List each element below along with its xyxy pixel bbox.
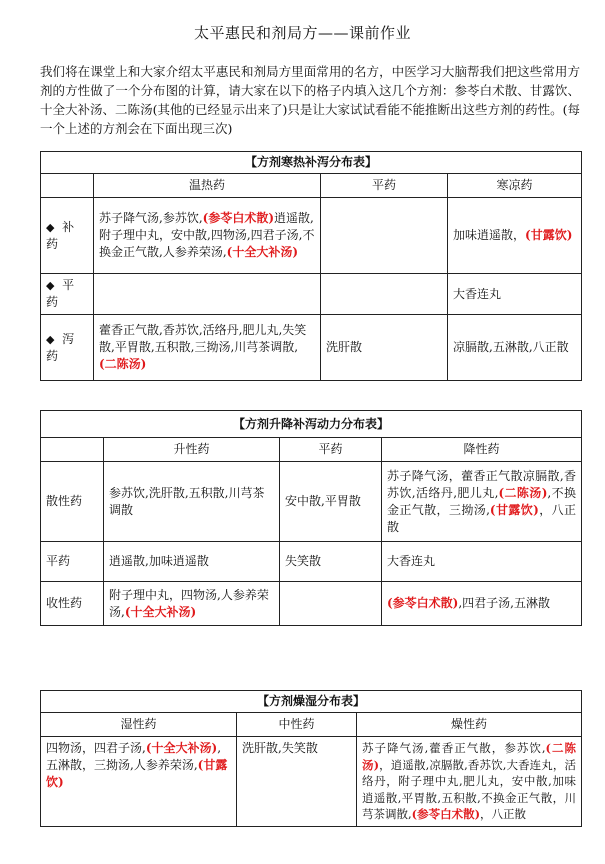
row-label bbox=[41, 274, 94, 315]
table-caption: 【方剂寒热补泻分布表】 bbox=[41, 152, 582, 174]
row-label bbox=[41, 198, 94, 274]
column-header: 温热药 bbox=[94, 174, 321, 198]
diamond-icon: ◆ bbox=[46, 279, 55, 292]
row-label-text: 药 bbox=[46, 295, 59, 309]
column-header: 寒凉药 bbox=[448, 174, 582, 198]
answer-highlight: (甘露饮) bbox=[46, 758, 228, 789]
column-header: 湿性药 bbox=[41, 713, 237, 737]
row-label-text: 药 bbox=[46, 236, 59, 251]
table-cell bbox=[448, 198, 582, 274]
row-label: 平药 bbox=[41, 542, 104, 582]
table-cell: 洗肝散,失笑散 bbox=[237, 737, 357, 827]
page-title: 太平惠民和剂局方——课前作业 bbox=[193, 24, 411, 42]
answer-highlight: (十全大补汤) bbox=[145, 741, 218, 755]
table-row bbox=[41, 542, 582, 582]
column-header: 平药 bbox=[321, 174, 448, 198]
row-label-text: 平 bbox=[62, 278, 75, 292]
column-header: 燥性药 bbox=[357, 713, 582, 737]
column-header: 中性药 bbox=[237, 713, 357, 737]
row-label-text: 药 bbox=[46, 348, 59, 363]
cell-text: 加味逍遥散， bbox=[453, 228, 526, 242]
motion-table bbox=[40, 410, 582, 626]
table-cell bbox=[41, 737, 237, 827]
cell-text: ，逍遥散,凉膈散,香苏饮,大香连丸，活络丹，附子理中丸,肥儿丸，安中散,加味逍遥散,平胃散,五积散,不换金正气散，川芎茶调散, bbox=[362, 757, 576, 821]
table-row bbox=[41, 582, 582, 626]
header-blank bbox=[41, 438, 104, 462]
table-cell bbox=[94, 315, 321, 381]
answer-highlight: (甘露饮) bbox=[525, 228, 573, 242]
answer-highlight: (十全大补汤) bbox=[124, 604, 197, 619]
cell-text: 苏子降气汤,藿香正气散，参苏饮, bbox=[362, 741, 546, 755]
table-cell: 大香连丸 bbox=[448, 274, 582, 315]
cell-text: ，八正散 bbox=[480, 807, 527, 821]
answer-highlight: (十全大补汤) bbox=[226, 245, 298, 259]
table-cell: 凉膈散,五淋散,八正散 bbox=[448, 315, 582, 381]
table-cell: 洗肝散 bbox=[321, 315, 448, 381]
answer-highlight: (参苓白术散) bbox=[411, 807, 481, 821]
cell-text: ,四君子汤,五淋散 bbox=[458, 596, 550, 610]
cell-text: 逍遥散,附子理中丸，安中散,四物汤,四君子汤,不换金正气散,人参养荣汤, bbox=[99, 211, 315, 259]
row-label bbox=[41, 315, 94, 381]
table-cell bbox=[357, 737, 582, 827]
answer-highlight: (二陈汤) bbox=[498, 485, 548, 500]
answer-highlight: (参苓白术散) bbox=[387, 596, 459, 610]
diamond-icon: ◆ bbox=[46, 220, 55, 234]
answer-highlight: (甘露饮) bbox=[489, 502, 539, 517]
column-header: 降性药 bbox=[382, 438, 582, 462]
table-caption: 【方剂升降补泻动力分布表】 bbox=[41, 411, 582, 438]
table-row bbox=[41, 274, 582, 315]
cell-text: 苏子降气汤，藿香正气散凉膈散,香苏饮,活络丹,肥儿丸, bbox=[387, 468, 577, 500]
table-cell: 逍遥散,加味逍遥散 bbox=[104, 542, 280, 582]
row-label: 散性药 bbox=[41, 462, 104, 542]
cell-text: 藿香正气散,香苏饮,活络丹,肥儿丸,失笑散,平胃散,五积散,三拗汤,川芎茶调散, bbox=[99, 323, 307, 354]
answer-highlight: (二陈汤) bbox=[362, 741, 576, 772]
cell-text: 附子理中丸，四物汤,人参养荣汤, bbox=[109, 587, 269, 619]
row-label-text: 补 bbox=[62, 219, 75, 234]
cell-text: 四物汤，四君子汤, bbox=[46, 741, 146, 755]
table-row bbox=[41, 737, 582, 827]
diamond-icon: ◆ bbox=[46, 332, 55, 346]
cell-text: 苏子降气汤,参苏饮, bbox=[99, 211, 203, 225]
answer-highlight: (参苓白术散) bbox=[202, 211, 274, 225]
table-cell: 大香连丸 bbox=[382, 542, 582, 582]
cell-text: ，八正散 bbox=[387, 502, 576, 534]
intro-paragraph: 我们将在课堂上和大家介绍太平惠民和剂局方里面常用的名方，中医学习大脑帮我们把这些常用方剂的方性做了一个分布图的计算，请大家在以下的格子内填入这几个方剂：参苓白术散、甘露饮、十全大补汤、二陈汤(其他的已经显示出来了)只是让大家试试看能不能推断出这些方剂的药性。(每一个上述的方剂会在下面出现三次) bbox=[40, 64, 580, 136]
answer-highlight: (二陈汤) bbox=[99, 357, 147, 371]
column-header: 平药 bbox=[280, 438, 382, 462]
table-cell bbox=[321, 198, 448, 274]
column-header: 升性药 bbox=[104, 438, 280, 462]
table-row bbox=[41, 462, 582, 542]
table-cell: 安中散,平胃散 bbox=[280, 462, 382, 542]
dry-wet-table bbox=[40, 690, 582, 827]
table-cell: 失笑散 bbox=[280, 542, 382, 582]
table-cell bbox=[94, 274, 321, 315]
header-blank bbox=[41, 174, 94, 198]
table-caption: 【方剂燥湿分布表】 bbox=[41, 691, 582, 713]
table-cell bbox=[382, 462, 582, 542]
row-label-text: 泻 bbox=[62, 331, 75, 346]
table-row bbox=[41, 198, 582, 274]
row-label: 收性药 bbox=[41, 582, 104, 626]
table-cell bbox=[94, 198, 321, 274]
cold-heat-table bbox=[40, 151, 582, 381]
table-cell: 参苏饮,洗肝散,五积散,川芎茶调散 bbox=[104, 462, 280, 542]
cell-text: ,五淋散，三拗汤,人参养荣汤, bbox=[46, 741, 222, 772]
table-cell bbox=[321, 274, 448, 315]
cell-text: ,不换金正气散，三拗汤, bbox=[387, 485, 577, 517]
table-row bbox=[41, 315, 582, 381]
table-cell bbox=[280, 582, 382, 626]
table-cell bbox=[104, 582, 280, 626]
table-cell bbox=[382, 582, 582, 626]
